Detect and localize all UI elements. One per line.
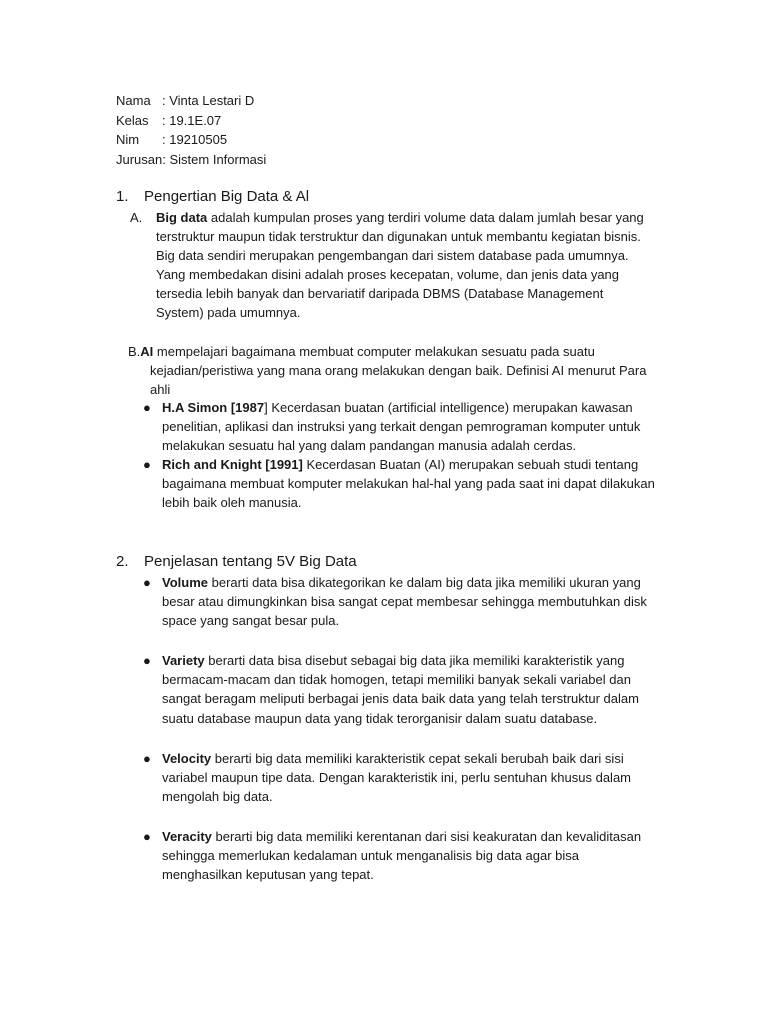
expert-text: ] Kecerdasan buatan (artificial intelligence) merupakan kawasan penelitian, aplikasi dan instruksi yang terkait dengan pemrograman komputer untuk melakukan sesuatu hal yang dalam pandangan manusia adalah cerdas. xyxy=(162,400,641,454)
list-item xyxy=(143,651,658,727)
info-nim xyxy=(116,130,266,150)
info-nama xyxy=(116,91,266,111)
student-info xyxy=(116,91,266,169)
v-text: berarti big data memiliki kerentanan dari sisi keakuratan dan kevaliditasan sehingga memerlukan kedalaman untuk menganalisis big data agar bisa menghasilkan keputusan yang tepat. xyxy=(162,828,642,883)
v-term: Variety xyxy=(162,653,205,669)
bullet-icon: ● xyxy=(143,828,151,844)
info-kelas xyxy=(116,111,266,131)
nim-label: Nim xyxy=(116,132,140,147)
jurusan-label: Jurusan: xyxy=(116,151,166,167)
five-v-list xyxy=(143,573,658,905)
v-text: berarti data bisa disebut sebagai big data jika memiliki karakteristik yang bermacam-macam dan tidak homogen, tetapi memiliki banyak sekali variabel dan sangat beragam meliputi berbagai jenis data baik data yang telah terstruktur dalam suatu database maupun data yang tidak terorganisir dalam suatu database. xyxy=(162,653,639,726)
v-term: Velocity xyxy=(162,750,212,766)
bullet-icon: ● xyxy=(143,400,151,415)
expert-definitions-list xyxy=(143,398,658,513)
jurusan-value: Sistem Informasi xyxy=(165,151,267,167)
nim-value: : 19210505 xyxy=(162,132,228,147)
paragraph-a-body xyxy=(156,208,650,323)
section2-heading xyxy=(116,553,357,570)
section2-title: Penjelasan tentang 5V Big Data xyxy=(144,553,357,570)
paragraph-a-marker: A. xyxy=(130,210,143,225)
bullet-icon: ● xyxy=(143,750,151,766)
list-item xyxy=(143,398,658,455)
v-text: berarti big data memiliki karakteristik cepat sekali berubah baik dari sisi variabel maupun tipe data. Dengan karakteristik ini, perlu sentuhan khusus dalam mengolah big data. xyxy=(162,750,631,804)
paragraph-b-marker: B. xyxy=(128,344,141,359)
expert-term: Rich and Knight [1991] xyxy=(162,457,303,473)
section1-paragraph-a xyxy=(130,208,650,323)
list-item xyxy=(143,455,658,512)
kelas-label: Kelas xyxy=(116,112,149,128)
paragraph-a-term: Big data xyxy=(156,210,208,225)
section2-number: 2. xyxy=(116,553,129,570)
bullet-icon: ● xyxy=(143,575,151,590)
v-text: berarti data bisa dikategorikan ke dalam big data jika memiliki ukuran yang besar atau dimungkinkan bisa sangat cepat membesar sehingga membutuhkan disk space yang sangat besar pula. xyxy=(162,575,647,629)
bullet-icon: ● xyxy=(143,457,151,473)
paragraph-b-term: AI xyxy=(140,344,154,359)
section1-heading xyxy=(116,188,309,205)
section1-number: 1. xyxy=(116,188,129,205)
paragraph-b-first-line xyxy=(128,342,653,361)
nama-value: : Vinta Lestari D xyxy=(162,93,255,108)
nama-label: Nama xyxy=(116,93,151,108)
paragraph-b-text-rest: kejadian/peristiwa yang mana orang melakukan dengan baik. Definisi AI menurut Para ahli xyxy=(150,363,647,398)
info-jurusan xyxy=(116,150,266,170)
kelas-value: : 19.1E.07 xyxy=(162,112,222,128)
v-term: Veracity xyxy=(162,828,212,844)
paragraph-b-text-first: mempelajari bagaimana membuat computer melakukan sesuatu pada suatu xyxy=(153,344,595,359)
expert-term: H.A Simon [1987 xyxy=(162,400,265,415)
list-item xyxy=(143,749,658,806)
expert-text: Kecerdasan Buatan (AI) merupakan sebuah studi tentang bagaimana membuat komputer melakukan hal-hal yang pada saat ini dapat dilakukan lebih baik oleh manusia. xyxy=(162,457,655,511)
paragraph-a-text: adalah kumpulan proses yang terdiri volume data dalam jumlah besar yang terstruktur maupun tidak terstruktur dan digunakan untuk membantu kegiatan bisnis. Big data sendiri merupakan pengembangan dari sistem database pada umumnya. Yang membedakan disini adalah proses kecepatan, volume, dan jenis data yang tersedia lebih banyak dan bervariatif daripada DBMS (Database Management System) pada umumnya. xyxy=(156,210,644,321)
section1-title: Pengertian Big Data & Al xyxy=(144,188,310,205)
v-term: Volume xyxy=(162,575,208,590)
bullet-icon: ● xyxy=(143,653,151,669)
list-item xyxy=(143,827,658,884)
list-item xyxy=(143,573,658,630)
section1-paragraph-b xyxy=(128,342,653,399)
